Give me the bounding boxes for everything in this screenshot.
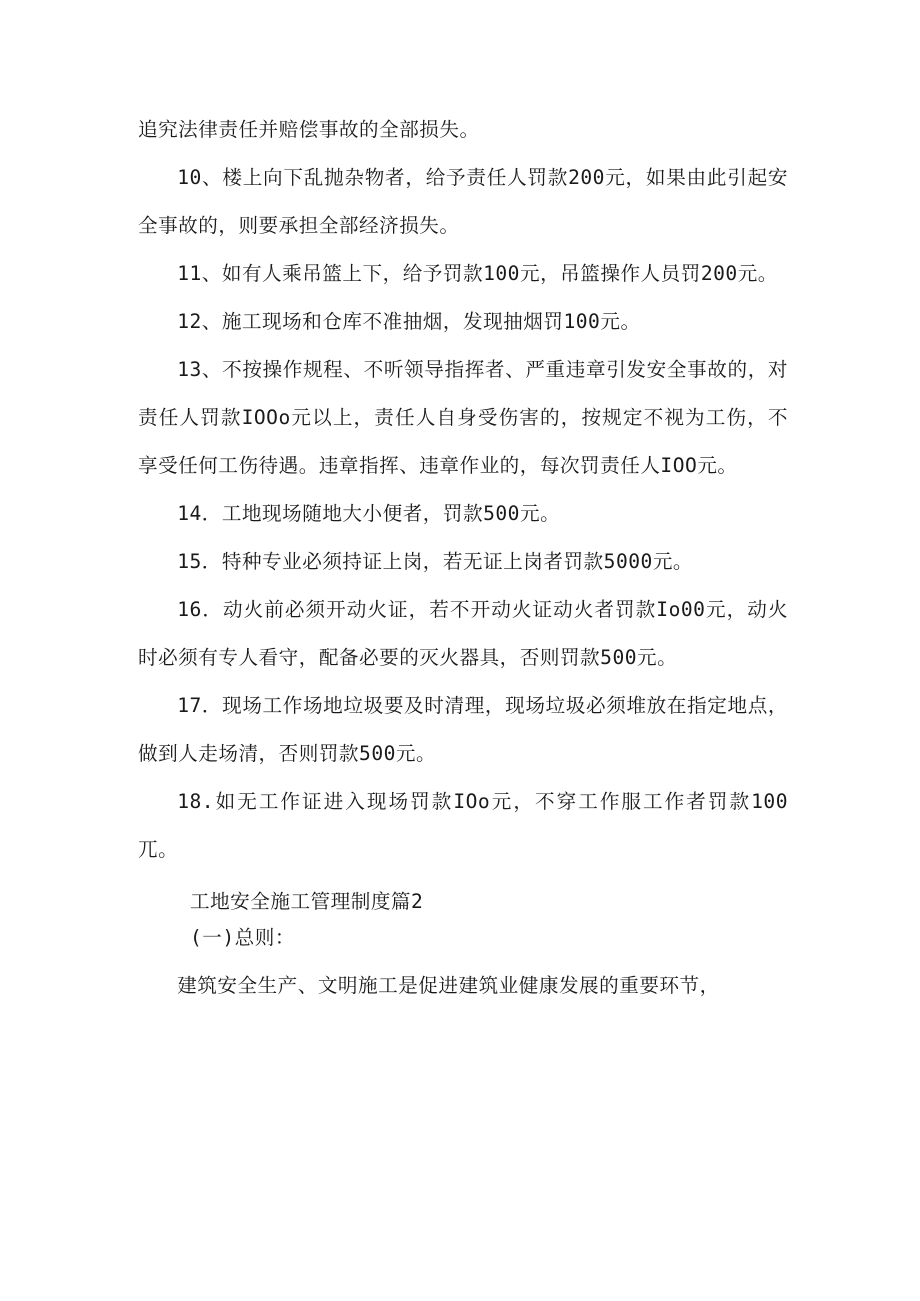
paragraph-item-17: 17．现场工作场地垃圾要及时清理，现场垃圾必须堆放在指定地点，做到人走场清，否则罚款500元。	[138, 694, 788, 765]
paragraph-item-18: 18.如无工作证进入现场罚款IOo元，不穿工作服工作者罚款100兀。	[138, 790, 788, 861]
paragraph-item-11: 11、如有人乘吊篮上下，给予罚款100元，吊篮操作人员罚200元。	[177, 262, 778, 285]
paragraph-item-13: 13、不按操作规程、不听领导指挥者、严重违章引发安全事故的，对责任人罚款IOOo元以上，责任人自身受伤害的，按规定不视为工伤，不享受任何工伤待遇。违章指挥、违章作业的，每次罚责任人IOO元。	[138, 358, 788, 477]
paragraph-item-14: 14．工地现场随地大小便者，罚款500元。	[177, 502, 561, 525]
paragraph-item-15: 15．特种专业必须持证上岗，若无证上岗者罚款5000元。	[177, 550, 694, 573]
paragraph-item-12: 12、施工现场和仓库不准抽烟，发现抽烟罚100元。	[177, 310, 641, 333]
paragraph-item-16: 16．动火前必须开动火证，若不开动火证动火者罚款Io00元，动火时必须有专人看守，配备必要的灭火器具，否则罚款500元。	[138, 598, 788, 669]
section-title: 工地安全施工管理制度篇2	[190, 890, 424, 913]
document-body	[138, 106, 788, 1010]
paragraph-continuation: 追究法律责任并赔偿事故的全部损失。	[138, 118, 480, 141]
paragraph-item-10: 10、楼上向下乱抛杂物者，给予责任人罚款200元，如果由此引起安全事故的，则要承担全部经济损失。	[138, 166, 788, 237]
paragraph-general-principles: 建筑安全生产、文明施工是促进建筑业健康发展的重要环节，	[177, 974, 720, 997]
section-subtitle: (一)总则：	[190, 926, 295, 949]
